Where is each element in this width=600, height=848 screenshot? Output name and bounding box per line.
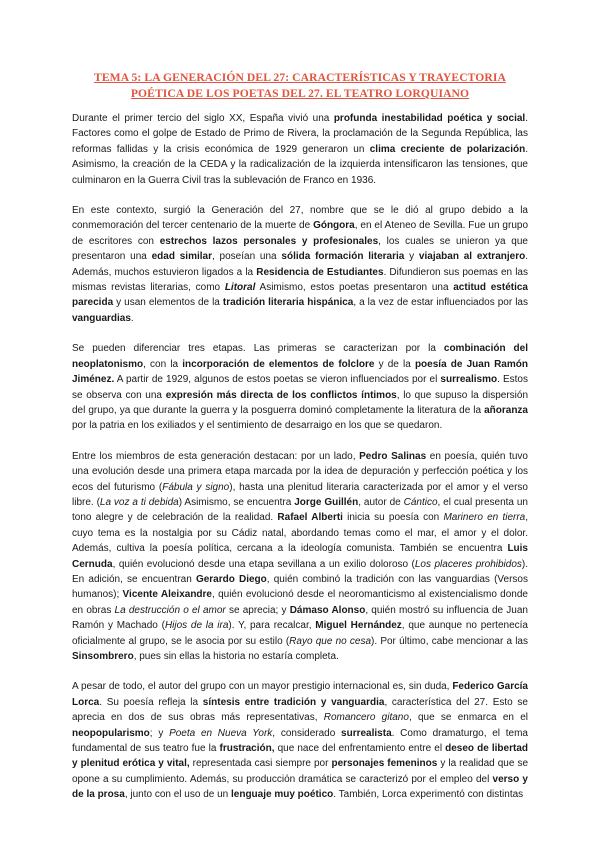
text-run: representada casi siempre por (189, 758, 332, 770)
text-run: ; y (149, 727, 170, 739)
text-run: . También, Lorca experimentó con distintas (333, 789, 524, 801)
text-run: y usan elementos de la (113, 297, 223, 309)
text-run: Se pueden diferenciar tres etapas. Las primeras se caracterizan por la (72, 343, 444, 355)
text-run: ). En adición, se encuentran (72, 558, 528, 585)
italic-title: Poeta en Nueva York (169, 727, 273, 739)
bold-text: Pedro Salinas (359, 450, 427, 462)
document-title: TEMA 5: LA GENERACIÓN DEL 27: CARACTERÍSTICAS Y TRAYECTORIA POÉTICA DE LOS POETAS DEL 27. EL TEATRO LORQUIANO (94, 71, 506, 100)
bold-text: lenguaje muy poético (231, 789, 334, 801)
text-run: , quién mostró su influencia de Juan Ramón y Machado ( (72, 604, 528, 632)
text-run: ), hasta una plenitud literaria caracterizada por el amor y el verso libre. ( (72, 481, 528, 508)
text-run: , que aunque no pertenecía oficialmente al grupo, se le asocia por su estilo ( (72, 620, 528, 647)
text-run: , el cual presenta un tono alegre y de celebración de la realidad. (72, 496, 528, 524)
bold-text: Federico García Lorca (72, 681, 528, 708)
text-run: , junto con el uso de un (124, 789, 231, 801)
text-run: , quién evolucionó desde una etapa sevillana a un exilio doloroso ( (112, 558, 415, 570)
text-run: . Su poesía refleja la (99, 696, 203, 708)
paragraph-members (72, 449, 528, 665)
bold-text: vanguardias (72, 312, 131, 324)
bold-text: estrechos lazos personales y profesionales (159, 235, 379, 247)
italic-title: Cántico (403, 496, 438, 508)
paragraph-generation (72, 203, 528, 326)
bold-text: viajaban al extranjero (418, 251, 526, 263)
text-run: . Asimismo, la creación de la CEDA y la radicalización de la izquierda intensificaron las tensiones, que culminaron en la Guerra Civil tras la sublevación de Franco en 1936. (72, 143, 528, 186)
text-run: , cuyo tema es la nostalgia por su Cádiz natal, abordando temas como el mar, el amor y el dolor. Además, cultiva la poesía política, cercana a la ideología comunista. También se encuentra (72, 512, 529, 555)
text-run: , poseían una (212, 251, 282, 263)
text-run: A pesar de todo, el autor del grupo con un mayor prestigio internacional es, sin duda, (72, 681, 453, 693)
text-run: , característica del 27. Esto se aprecia en dos de sus obras más representativas, (72, 696, 528, 724)
text-run: inicia su poesía con (342, 512, 444, 524)
text-run: , lo que supuso la dispersión del grupo, ya que durante la guerra y la posguerra dominó completamente la literatura de la (72, 389, 529, 416)
italic-title: La destrucción o el amor (114, 604, 226, 616)
text-run: , quién combinó la tradición con las vanguardias (Versos humanos); (72, 573, 528, 601)
text-run: Durante el primer tercio del siglo XX, España vivió una (72, 113, 334, 124)
emphasis-text: Litoral (224, 282, 256, 294)
bold-text: deseo de libertad y plenitud erótica y vital, (72, 743, 528, 770)
italic-title: La voz a ti debida (99, 496, 179, 508)
bold-text: Luis Cernuda (72, 543, 528, 570)
bold-text: verso y de la prosa (72, 773, 528, 801)
body-text (72, 111, 528, 803)
text-run: ). Por último, cabe mencionar a las (371, 635, 528, 647)
text-run: , a la vez de estar influenciados por las (353, 297, 528, 309)
text-run: Entre los miembros de esta generación destacan: por un lado, (72, 450, 360, 462)
text-run: , los cuales se unieron ya que presentaron una (72, 235, 528, 263)
paragraph-lorca (72, 679, 528, 802)
text-run: en poesía, quién tuvo una evolución desde una primera etapa marcada por la idea de depuración y perfección poética y los ecos del futurismo ( (72, 450, 528, 493)
bold-text: combinación del neoplatonismo (72, 343, 528, 370)
bold-text: surrealismo (440, 374, 498, 386)
text-run: , autor de (358, 496, 404, 508)
text-run: y (404, 251, 419, 263)
text-run: . (130, 312, 134, 324)
italic-title: Marinero en tierra (443, 512, 526, 524)
text-run: En este contexto, surgió la Generación del 27, nombre que se le dió al grupo debido a la conmemoración del tercer centenario de la muerte de (72, 205, 528, 232)
text-run: Asimismo, estos poetas presentaron una (255, 282, 454, 294)
text-run: , en el Ateneo de Sevilla. Fue un grupo de escritores con (72, 220, 528, 247)
bold-text: profunda inestabilidad poética y social (333, 113, 526, 124)
bold-text: Sinsombrero (72, 651, 134, 662)
text-run: . Estos se observa con una (72, 374, 528, 401)
paragraph-context (72, 111, 528, 188)
bold-text: incorporación de elementos de folclore (182, 358, 375, 370)
bold-text: surrealista (341, 727, 392, 739)
text-run: por la patria en los exiliados y el sentimiento de desarraigo en los que se quedaron. (72, 420, 443, 432)
text-run: , pues sin ellas la historia no estaría completa. (133, 651, 339, 662)
text-run: , con la (143, 358, 183, 370)
bold-text: síntesis entre tradición y vanguardia (202, 696, 385, 708)
italic-title: Fábula y signo (162, 481, 230, 493)
text-run: ) Asimismo, se encuentra (178, 496, 295, 508)
bold-text: personajes femeninos (331, 758, 438, 770)
bold-text: Gerardo Diego (195, 573, 267, 585)
bold-text: edad similar (151, 251, 212, 263)
bold-text: neopopularismo (72, 727, 150, 739)
italic-title: Los placeres prohibidos (414, 558, 522, 570)
italic-title: Hijos de la ira (164, 620, 229, 632)
text-run: A partir de 1929, algunos de estos poetas se vieron influenciados por el (114, 374, 441, 386)
text-run: , quién evolucionó desde el neoromanticismo al existencialismo donde en obras (72, 589, 528, 616)
text-run: . Factores como el golpe de Estado de Primo de Rivera, la proclamación de la Segunda República, las reformas fallidas y la crisis económica de 1929 generaron un (72, 113, 528, 155)
text-run: y la realidad que se opone a su cumplimiento. Además, su producción dramática se caracterizó por el empleo del (72, 758, 529, 785)
bold-text: frustración, (219, 743, 275, 755)
bold-text: Vicente Aleixandre (122, 589, 212, 601)
bold-text: tradición literaria hispánica (222, 297, 354, 309)
text-run: . Como dramaturgo, el tema fundamental de sus teatro fue la (72, 727, 528, 755)
bold-text: expresión más directa de los conflictos íntimos (165, 389, 397, 401)
bold-text: añoranza (484, 404, 528, 416)
italic-title: Rayo que no cesa (289, 635, 372, 647)
italic-title: Romancero gitano (323, 712, 409, 724)
text-run: y de la (374, 358, 415, 370)
bold-text: clima creciente de polarización (369, 143, 526, 155)
text-run: , considerado (272, 727, 342, 739)
bold-text: Góngora (313, 220, 355, 232)
text-run: se aprecia; y (225, 604, 290, 616)
paragraph-stages (72, 341, 528, 433)
bold-text: actitud estética parecida (72, 282, 528, 309)
bold-text: sólida formación literaria (281, 251, 405, 263)
text-run: . Además, muchos estuvieron ligados a la (72, 251, 528, 278)
bold-text: poesía de Juan Ramón Jiménez. (72, 358, 528, 386)
text-run: , que se enmarca en el (408, 712, 528, 724)
bold-text: Residencia de Estudiantes (256, 266, 384, 278)
text-run: ). Y, para recalcar, (228, 620, 316, 632)
bold-text: Miguel Hernández (315, 620, 402, 632)
bold-text: Rafael Alberti (277, 512, 343, 524)
bold-text: Dámaso Alonso (289, 604, 366, 616)
bold-text: Jorge Guillén (294, 496, 359, 508)
text-run: que nace del enfrentamiento entre el (274, 743, 446, 755)
text-run: . Difundieron sus poemas en las mismas revistas literarias, como (72, 266, 528, 294)
